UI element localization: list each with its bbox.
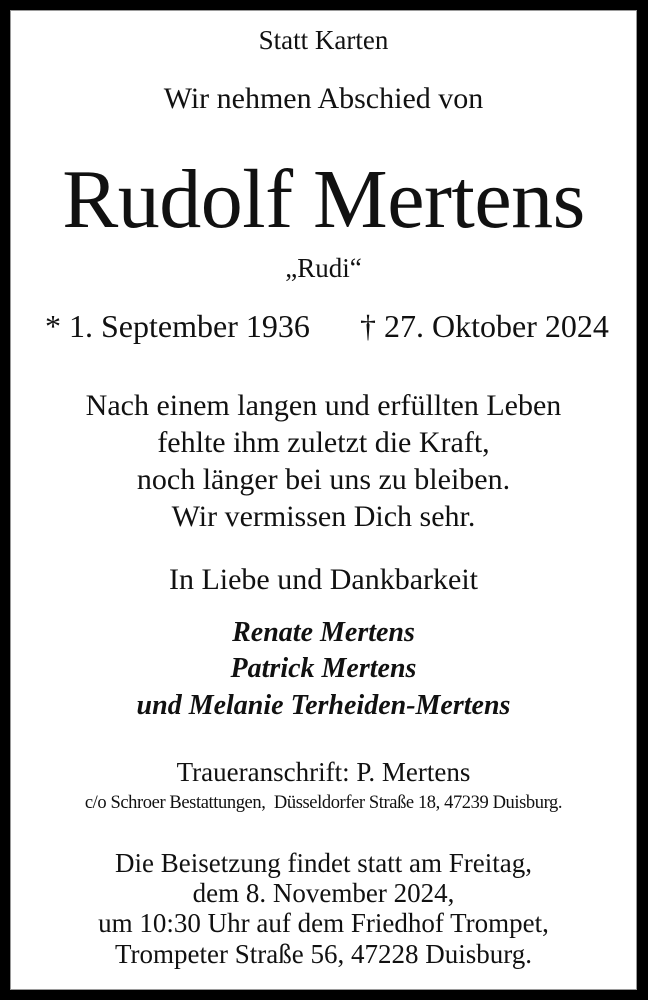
funeral-info-line: um 10:30 Uhr auf dem Friedhof Trompet,	[98, 908, 549, 938]
funeral-info-line: dem 8. November 2024,	[192, 878, 455, 908]
poem-line: noch länger bei uns zu bleiben.	[136, 463, 511, 496]
funeral-info-line: Trompeter Straße 56, 47228 Duisburg.	[115, 939, 532, 969]
header-text: Statt Karten	[258, 25, 389, 55]
nickname: „Rudi“	[285, 253, 362, 283]
deceased-name: Rudolf Mertens	[62, 153, 585, 246]
poem-line: Nach einem langen und erfüllten Leben	[85, 389, 562, 422]
mourner-name: und Melanie Terheiden-Mertens	[136, 690, 511, 721]
dedication-text: In Liebe und Dankbarkeit	[168, 563, 479, 596]
intro-text: Wir nehmen Abschied von	[163, 82, 484, 115]
poem-line: fehlte ihm zuletzt die Kraft,	[157, 426, 490, 459]
mourner-name: Renate Mertens	[232, 617, 415, 648]
funeral-info-line: Die Beisetzung findet statt am Freitag,	[115, 848, 532, 878]
birth-date: * 1. September 1936	[45, 308, 310, 344]
obituary-notice	[10, 10, 637, 990]
death-date: † 27. Oktober 2024	[360, 308, 609, 344]
poem-line: Wir vermissen Dich sehr.	[171, 500, 476, 533]
mourning-address-line: c/o Schroer Bestattungen, Düsseldorfer Straße 18, 47239 Duisburg.	[84, 793, 563, 813]
mourning-address-title: Traueranschrift: P. Mertens	[176, 757, 471, 787]
mourner-name: Patrick Mertens	[230, 653, 417, 684]
